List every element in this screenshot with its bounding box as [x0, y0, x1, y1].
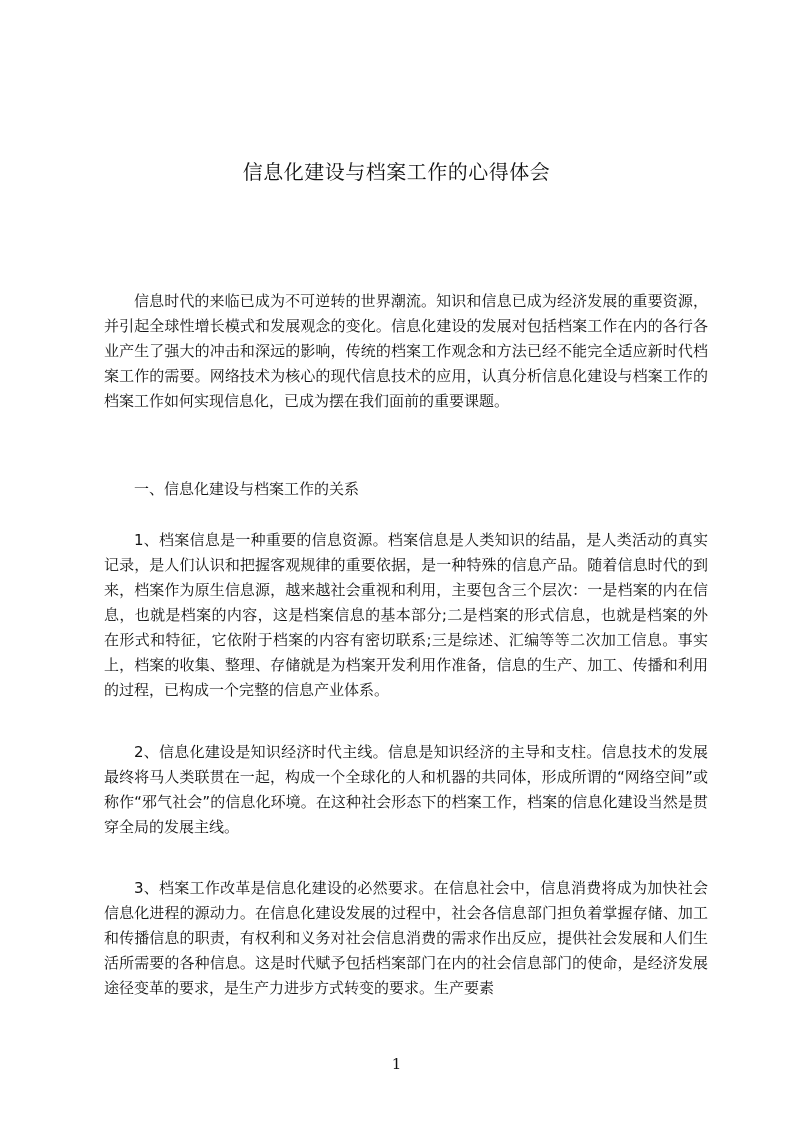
section-heading: 一、信息化建设与档案工作的关系 — [134, 480, 360, 498]
paragraph-item-3: 3、档案工作改革是信息化建设的必然要求。在信息社会中，信息消费将成为加快社会信息化进程的源动力。在信息化建设发展的过程中，社会各信息部门担负着掌握存储、加工和传播信息的职责，有权利和义务对社会信息消费的需求作出反应，提供社会发展和人们生活所需要的各种信息。这是时代赋予包括档案部门在内的社会信息部门的使命，是经济发展途径变革的要求，是生产力进步方式转变的要求。生产要素 — [104, 879, 708, 997]
paragraph-item-1: 1、档案信息是一种重要的信息资源。档案信息是人类知识的结晶，是人类活动的真实记录，是人们认识和把握客观规律的重要依据，是一种特殊的信息产品。随着信息时代的到来，档案作为原生信息源，越来越社会重视和利用，主要包含三个层次：一是档案的内在信息，也就是档案的内容，这是档案信息的基本部分;二是档案的形式信息，也就是档案的外在形式和特征，它依附于档案的内容有密切联系;三是综述、汇编等等二次加工信息。事实上，档案的收集、整理、存储就是为档案开发利用作准备，信息的生产、加工、传播和利用的过程，已构成一个完整的信息产业体系。 — [104, 531, 708, 699]
page-number: 1 — [391, 1055, 402, 1073]
paragraph-item-2: 2、信息化建设是知识经济时代主线。信息是知识经济的主导和支柱。信息技术的发展最终将马人类联贯在一起，构成一个全球化的人和机器的共同体，形成所谓的“网络空间”或称作“邪气社会”的信息化环境。在这种社会形态下的档案工作，档案的信息化建设当然是贯穿全局的发展主线。 — [104, 743, 708, 836]
intro-paragraph: 信息时代的来临已成为不可逆转的世界潮流。知识和信息已成为经济发展的重要资源，并引起全球性增长模式和发展观念的变化。信息化建设的发展对包括档案工作在内的各行各业产生了强大的冲击和深远的影响，传统的档案工作观念和方法已经不能完全适应新时代档案工作的需要。网络技术为核心的现代信息技术的应用，认真分析信息化建设与档案工作的档案工作如何实现信息化，已成为摆在我们面前的重要课题。 — [104, 292, 708, 410]
page-title: 信息化建设与档案工作的心得体会 — [242, 160, 551, 185]
